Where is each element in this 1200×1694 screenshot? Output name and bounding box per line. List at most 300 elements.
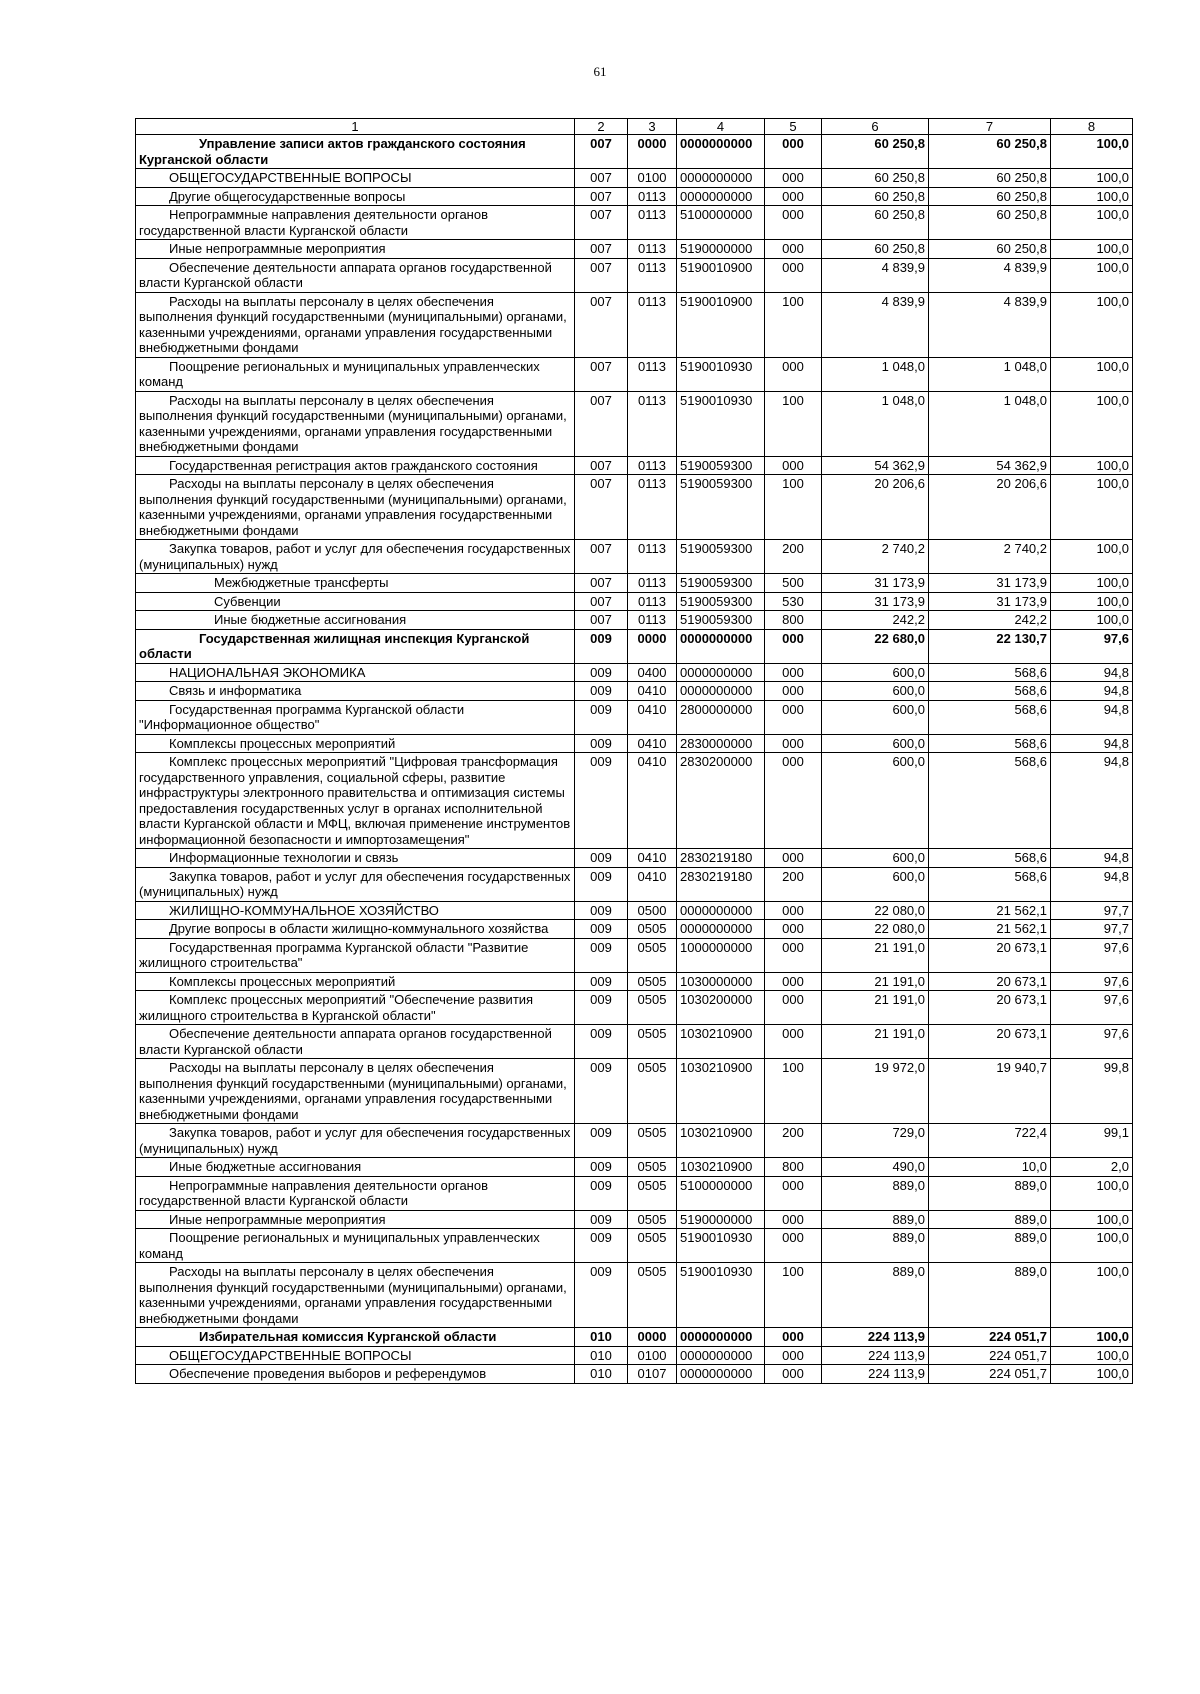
executed-amount: 60 250,8 bbox=[929, 187, 1051, 206]
execution-percent: 99,1 bbox=[1051, 1124, 1133, 1158]
target-article-code: 5190059300 bbox=[677, 574, 765, 593]
section-code: 0410 bbox=[628, 867, 677, 901]
expense-type-code: 100 bbox=[765, 391, 822, 456]
expense-type-code: 000 bbox=[765, 1229, 822, 1263]
table-row bbox=[136, 169, 1133, 188]
executed-amount: 568,6 bbox=[929, 867, 1051, 901]
chapter-code: 007 bbox=[575, 574, 628, 593]
chapter-code: 007 bbox=[575, 592, 628, 611]
executed-amount: 568,6 bbox=[929, 663, 1051, 682]
expense-type-code: 000 bbox=[765, 135, 822, 169]
chapter-code: 007 bbox=[575, 258, 628, 292]
table-row bbox=[136, 187, 1133, 206]
row-name: Закупка товаров, работ и услуг для обеспечения государственных (муниципальных) нужд bbox=[136, 867, 575, 901]
planned-amount: 19 972,0 bbox=[822, 1059, 929, 1124]
executed-amount: 889,0 bbox=[929, 1229, 1051, 1263]
row-name: Иные бюджетные ассигнования bbox=[136, 1158, 575, 1177]
execution-percent: 94,8 bbox=[1051, 682, 1133, 701]
executed-amount: 20 673,1 bbox=[929, 991, 1051, 1025]
target-article-code: 5190010930 bbox=[677, 1229, 765, 1263]
execution-percent: 100,0 bbox=[1051, 135, 1133, 169]
row-name: Обеспечение деятельности аппарата органов государственной власти Курганской области bbox=[136, 1025, 575, 1059]
section-code: 0400 bbox=[628, 663, 677, 682]
execution-percent: 100,0 bbox=[1051, 1328, 1133, 1347]
chapter-code: 009 bbox=[575, 867, 628, 901]
executed-amount: 568,6 bbox=[929, 753, 1051, 849]
row-name: Непрограммные направления деятельности органов государственной власти Курганской области bbox=[136, 206, 575, 240]
row-name: Иные непрограммные мероприятия bbox=[136, 240, 575, 259]
execution-percent: 97,7 bbox=[1051, 920, 1133, 939]
target-article-code: 5190059300 bbox=[677, 592, 765, 611]
expense-type-code: 800 bbox=[765, 611, 822, 630]
table-row bbox=[136, 292, 1133, 357]
target-article-code: 2800000000 bbox=[677, 700, 765, 734]
chapter-code: 010 bbox=[575, 1365, 628, 1384]
section-code: 0505 bbox=[628, 1158, 677, 1177]
chapter-code: 007 bbox=[575, 611, 628, 630]
expense-type-code: 200 bbox=[765, 867, 822, 901]
target-article-code: 1030200000 bbox=[677, 991, 765, 1025]
row-name: Избирательная комиссия Курганской области bbox=[136, 1328, 575, 1347]
executed-amount: 60 250,8 bbox=[929, 169, 1051, 188]
target-article-code: 1030210900 bbox=[677, 1025, 765, 1059]
chapter-code: 009 bbox=[575, 1229, 628, 1263]
header-cell: 7 bbox=[929, 119, 1051, 135]
expense-type-code: 000 bbox=[765, 920, 822, 939]
execution-percent: 100,0 bbox=[1051, 1176, 1133, 1210]
planned-amount: 600,0 bbox=[822, 700, 929, 734]
executed-amount: 224 051,7 bbox=[929, 1365, 1051, 1384]
planned-amount: 21 191,0 bbox=[822, 1025, 929, 1059]
table-row bbox=[136, 357, 1133, 391]
planned-amount: 31 173,9 bbox=[822, 574, 929, 593]
chapter-code: 007 bbox=[575, 475, 628, 540]
expense-type-code: 000 bbox=[765, 1346, 822, 1365]
planned-amount: 31 173,9 bbox=[822, 592, 929, 611]
target-article-code: 5190059300 bbox=[677, 540, 765, 574]
target-article-code: 1030000000 bbox=[677, 972, 765, 991]
target-article-code: 0000000000 bbox=[677, 187, 765, 206]
expense-type-code: 000 bbox=[765, 1365, 822, 1384]
execution-percent: 97,6 bbox=[1051, 972, 1133, 991]
executed-amount: 4 839,9 bbox=[929, 292, 1051, 357]
execution-percent: 100,0 bbox=[1051, 1210, 1133, 1229]
target-article-code: 0000000000 bbox=[677, 135, 765, 169]
chapter-code: 009 bbox=[575, 920, 628, 939]
section-code: 0505 bbox=[628, 991, 677, 1025]
table-row bbox=[136, 592, 1133, 611]
table-row bbox=[136, 1263, 1133, 1328]
planned-amount: 60 250,8 bbox=[822, 206, 929, 240]
executed-amount: 1 048,0 bbox=[929, 391, 1051, 456]
chapter-code: 009 bbox=[575, 682, 628, 701]
execution-percent: 100,0 bbox=[1051, 258, 1133, 292]
row-name: Комплексы процессных мероприятий bbox=[136, 972, 575, 991]
target-article-code: 2830219180 bbox=[677, 849, 765, 868]
table-row bbox=[136, 206, 1133, 240]
executed-amount: 242,2 bbox=[929, 611, 1051, 630]
page-number: 61 bbox=[593, 64, 607, 79]
chapter-code: 009 bbox=[575, 734, 628, 753]
table-row bbox=[136, 938, 1133, 972]
planned-amount: 4 839,9 bbox=[822, 292, 929, 357]
expense-type-code: 000 bbox=[765, 1328, 822, 1347]
execution-percent: 97,6 bbox=[1051, 991, 1133, 1025]
section-code: 0100 bbox=[628, 169, 677, 188]
expense-type-code: 000 bbox=[765, 663, 822, 682]
table-row bbox=[136, 1158, 1133, 1177]
execution-percent: 94,8 bbox=[1051, 700, 1133, 734]
chapter-code: 009 bbox=[575, 753, 628, 849]
section-code: 0113 bbox=[628, 574, 677, 593]
table-row bbox=[136, 456, 1133, 475]
execution-percent: 94,8 bbox=[1051, 663, 1133, 682]
executed-amount: 31 173,9 bbox=[929, 592, 1051, 611]
header-cell: 5 bbox=[765, 119, 822, 135]
row-name: Иные бюджетные ассигнования bbox=[136, 611, 575, 630]
row-name: Закупка товаров, работ и услуг для обеспечения государственных (муниципальных) нужд bbox=[136, 1124, 575, 1158]
execution-percent: 2,0 bbox=[1051, 1158, 1133, 1177]
executed-amount: 19 940,7 bbox=[929, 1059, 1051, 1124]
row-name: Другие вопросы в области жилищно-коммунального хозяйства bbox=[136, 920, 575, 939]
planned-amount: 224 113,9 bbox=[822, 1365, 929, 1384]
table-row bbox=[136, 1346, 1133, 1365]
section-code: 0113 bbox=[628, 187, 677, 206]
row-name: Комплекс процессных мероприятий "Обеспечение развития жилищного строительства в Курганской области" bbox=[136, 991, 575, 1025]
target-article-code: 5190000000 bbox=[677, 1210, 765, 1229]
executed-amount: 722,4 bbox=[929, 1124, 1051, 1158]
planned-amount: 60 250,8 bbox=[822, 169, 929, 188]
executed-amount: 21 562,1 bbox=[929, 920, 1051, 939]
planned-amount: 2 740,2 bbox=[822, 540, 929, 574]
row-name: Управление записи актов гражданского состояния Курганской области bbox=[136, 135, 575, 169]
target-article-code: 5190010930 bbox=[677, 1263, 765, 1328]
executed-amount: 568,6 bbox=[929, 734, 1051, 753]
row-name: Субвенции bbox=[136, 592, 575, 611]
row-name: Обеспечение проведения выборов и референдумов bbox=[136, 1365, 575, 1384]
row-name: Межбюджетные трансферты bbox=[136, 574, 575, 593]
chapter-code: 007 bbox=[575, 206, 628, 240]
chapter-code: 007 bbox=[575, 357, 628, 391]
expense-type-code: 000 bbox=[765, 258, 822, 292]
table-row bbox=[136, 258, 1133, 292]
executed-amount: 20 673,1 bbox=[929, 938, 1051, 972]
table-row bbox=[136, 1210, 1133, 1229]
planned-amount: 224 113,9 bbox=[822, 1328, 929, 1347]
executed-amount: 568,6 bbox=[929, 849, 1051, 868]
table-row bbox=[136, 1124, 1133, 1158]
section-code: 0000 bbox=[628, 1328, 677, 1347]
section-code: 0000 bbox=[628, 629, 677, 663]
table-row bbox=[136, 753, 1133, 849]
execution-percent: 100,0 bbox=[1051, 475, 1133, 540]
table-row bbox=[136, 611, 1133, 630]
table-row bbox=[136, 1328, 1133, 1347]
chapter-code: 009 bbox=[575, 1158, 628, 1177]
execution-percent: 100,0 bbox=[1051, 292, 1133, 357]
target-article-code: 2830000000 bbox=[677, 734, 765, 753]
section-code: 0000 bbox=[628, 135, 677, 169]
table-row bbox=[136, 849, 1133, 868]
chapter-code: 009 bbox=[575, 1263, 628, 1328]
planned-amount: 600,0 bbox=[822, 663, 929, 682]
section-code: 0107 bbox=[628, 1365, 677, 1384]
expense-type-code: 000 bbox=[765, 206, 822, 240]
planned-amount: 889,0 bbox=[822, 1210, 929, 1229]
execution-percent: 100,0 bbox=[1051, 1263, 1133, 1328]
target-article-code: 0000000000 bbox=[677, 1346, 765, 1365]
execution-percent: 100,0 bbox=[1051, 1229, 1133, 1263]
expense-type-code: 000 bbox=[765, 972, 822, 991]
table-row bbox=[136, 1025, 1133, 1059]
table-row bbox=[136, 901, 1133, 920]
row-name: Государственная программа Курганской области "Развитие жилищного строительства" bbox=[136, 938, 575, 972]
target-article-code: 5190059300 bbox=[677, 456, 765, 475]
table-row bbox=[136, 629, 1133, 663]
row-name: Информационные технологии и связь bbox=[136, 849, 575, 868]
section-code: 0113 bbox=[628, 258, 677, 292]
execution-percent: 100,0 bbox=[1051, 456, 1133, 475]
chapter-code: 009 bbox=[575, 938, 628, 972]
executed-amount: 224 051,7 bbox=[929, 1328, 1051, 1347]
chapter-code: 009 bbox=[575, 629, 628, 663]
chapter-code: 007 bbox=[575, 540, 628, 574]
chapter-code: 007 bbox=[575, 135, 628, 169]
executed-amount: 10,0 bbox=[929, 1158, 1051, 1177]
section-code: 0113 bbox=[628, 357, 677, 391]
target-article-code: 1030210900 bbox=[677, 1124, 765, 1158]
execution-percent: 97,6 bbox=[1051, 629, 1133, 663]
row-name: Обеспечение деятельности аппарата органов государственной власти Курганской области bbox=[136, 258, 575, 292]
chapter-code: 009 bbox=[575, 700, 628, 734]
section-code: 0100 bbox=[628, 1346, 677, 1365]
planned-amount: 4 839,9 bbox=[822, 258, 929, 292]
section-code: 0505 bbox=[628, 1025, 677, 1059]
expense-type-code: 800 bbox=[765, 1158, 822, 1177]
target-article-code: 0000000000 bbox=[677, 629, 765, 663]
row-name: Поощрение региональных и муниципальных управленческих команд bbox=[136, 1229, 575, 1263]
execution-percent: 100,0 bbox=[1051, 206, 1133, 240]
chapter-code: 010 bbox=[575, 1346, 628, 1365]
table-row bbox=[136, 682, 1133, 701]
executed-amount: 20 673,1 bbox=[929, 1025, 1051, 1059]
chapter-code: 007 bbox=[575, 456, 628, 475]
chapter-code: 009 bbox=[575, 1059, 628, 1124]
execution-percent: 100,0 bbox=[1051, 169, 1133, 188]
table-row bbox=[136, 240, 1133, 259]
section-code: 0505 bbox=[628, 1124, 677, 1158]
executed-amount: 21 562,1 bbox=[929, 901, 1051, 920]
planned-amount: 729,0 bbox=[822, 1124, 929, 1158]
planned-amount: 20 206,6 bbox=[822, 475, 929, 540]
planned-amount: 22 080,0 bbox=[822, 920, 929, 939]
expense-type-code: 000 bbox=[765, 1176, 822, 1210]
target-article-code: 5190010930 bbox=[677, 391, 765, 456]
expense-type-code: 200 bbox=[765, 540, 822, 574]
table-row bbox=[136, 1229, 1133, 1263]
header-row bbox=[136, 119, 1133, 135]
budget-table bbox=[135, 118, 1133, 1384]
planned-amount: 22 680,0 bbox=[822, 629, 929, 663]
planned-amount: 1 048,0 bbox=[822, 357, 929, 391]
section-code: 0410 bbox=[628, 753, 677, 849]
header-cell: 1 bbox=[136, 119, 575, 135]
chapter-code: 009 bbox=[575, 1176, 628, 1210]
target-article-code: 5100000000 bbox=[677, 206, 765, 240]
execution-percent: 100,0 bbox=[1051, 357, 1133, 391]
target-article-code: 1000000000 bbox=[677, 938, 765, 972]
row-name: Иные непрограммные мероприятия bbox=[136, 1210, 575, 1229]
chapter-code: 009 bbox=[575, 849, 628, 868]
planned-amount: 600,0 bbox=[822, 849, 929, 868]
header-cell: 4 bbox=[677, 119, 765, 135]
planned-amount: 60 250,8 bbox=[822, 240, 929, 259]
row-name: Связь и информатика bbox=[136, 682, 575, 701]
row-name: Расходы на выплаты персоналу в целях обеспечения выполнения функций государственными (муниципальными) органами, казенными учреждениями, органами управления государственными внебюджетными фондами bbox=[136, 1059, 575, 1124]
executed-amount: 60 250,8 bbox=[929, 135, 1051, 169]
expense-type-code: 100 bbox=[765, 1059, 822, 1124]
planned-amount: 242,2 bbox=[822, 611, 929, 630]
expense-type-code: 100 bbox=[765, 1263, 822, 1328]
execution-percent: 94,8 bbox=[1051, 867, 1133, 901]
executed-amount: 568,6 bbox=[929, 700, 1051, 734]
execution-percent: 94,8 bbox=[1051, 734, 1133, 753]
executed-amount: 568,6 bbox=[929, 682, 1051, 701]
target-article-code: 0000000000 bbox=[677, 920, 765, 939]
expense-type-code: 000 bbox=[765, 938, 822, 972]
table-row bbox=[136, 475, 1133, 540]
target-article-code: 0000000000 bbox=[677, 663, 765, 682]
chapter-code: 007 bbox=[575, 187, 628, 206]
planned-amount: 60 250,8 bbox=[822, 187, 929, 206]
table-row bbox=[136, 972, 1133, 991]
target-article-code: 0000000000 bbox=[677, 169, 765, 188]
chapter-code: 009 bbox=[575, 1124, 628, 1158]
target-article-code: 5190059300 bbox=[677, 475, 765, 540]
execution-percent: 99,8 bbox=[1051, 1059, 1133, 1124]
planned-amount: 600,0 bbox=[822, 753, 929, 849]
planned-amount: 224 113,9 bbox=[822, 1346, 929, 1365]
table-row bbox=[136, 574, 1133, 593]
planned-amount: 21 191,0 bbox=[822, 991, 929, 1025]
executed-amount: 2 740,2 bbox=[929, 540, 1051, 574]
table-row bbox=[136, 920, 1133, 939]
table-row bbox=[136, 867, 1133, 901]
executed-amount: 889,0 bbox=[929, 1176, 1051, 1210]
target-article-code: 0000000000 bbox=[677, 1328, 765, 1347]
expense-type-code: 000 bbox=[765, 901, 822, 920]
expense-type-code: 000 bbox=[765, 169, 822, 188]
section-code: 0410 bbox=[628, 682, 677, 701]
chapter-code: 009 bbox=[575, 1210, 628, 1229]
section-code: 0113 bbox=[628, 391, 677, 456]
expense-type-code: 000 bbox=[765, 991, 822, 1025]
executed-amount: 889,0 bbox=[929, 1263, 1051, 1328]
chapter-code: 007 bbox=[575, 169, 628, 188]
executed-amount: 4 839,9 bbox=[929, 258, 1051, 292]
expense-type-code: 000 bbox=[765, 240, 822, 259]
section-code: 0113 bbox=[628, 611, 677, 630]
expense-type-code: 000 bbox=[765, 849, 822, 868]
row-name: ОБЩЕГОСУДАРСТВЕННЫЕ ВОПРОСЫ bbox=[136, 169, 575, 188]
section-code: 0113 bbox=[628, 475, 677, 540]
table-row bbox=[136, 734, 1133, 753]
execution-percent: 100,0 bbox=[1051, 592, 1133, 611]
row-name: Непрограммные направления деятельности органов государственной власти Курганской области bbox=[136, 1176, 575, 1210]
section-code: 0500 bbox=[628, 901, 677, 920]
execution-percent: 100,0 bbox=[1051, 574, 1133, 593]
row-name: НАЦИОНАЛЬНАЯ ЭКОНОМИКА bbox=[136, 663, 575, 682]
section-code: 0505 bbox=[628, 1210, 677, 1229]
chapter-code: 007 bbox=[575, 391, 628, 456]
execution-percent: 94,8 bbox=[1051, 753, 1133, 849]
planned-amount: 600,0 bbox=[822, 867, 929, 901]
execution-percent: 100,0 bbox=[1051, 240, 1133, 259]
execution-percent: 100,0 bbox=[1051, 1365, 1133, 1384]
table-row bbox=[136, 1365, 1133, 1384]
section-code: 0113 bbox=[628, 292, 677, 357]
row-name: Государственная программа Курганской области "Информационное общество" bbox=[136, 700, 575, 734]
table-row bbox=[136, 135, 1133, 169]
target-article-code: 5190010930 bbox=[677, 357, 765, 391]
chapter-code: 009 bbox=[575, 901, 628, 920]
expense-type-code: 500 bbox=[765, 574, 822, 593]
row-name: Государственная регистрация актов гражданского состояния bbox=[136, 456, 575, 475]
row-name: ЖИЛИЩНО-КОММУНАЛЬНОЕ ХОЗЯЙСТВО bbox=[136, 901, 575, 920]
planned-amount: 889,0 bbox=[822, 1263, 929, 1328]
section-code: 0505 bbox=[628, 1176, 677, 1210]
target-article-code: 0000000000 bbox=[677, 682, 765, 701]
row-name: Расходы на выплаты персоналу в целях обеспечения выполнения функций государственными (муниципальными) органами, казенными учреждениями, органами управления государственными внебюджетными фондами bbox=[136, 391, 575, 456]
target-article-code: 5190000000 bbox=[677, 240, 765, 259]
section-code: 0113 bbox=[628, 206, 677, 240]
section-code: 0505 bbox=[628, 920, 677, 939]
chapter-code: 009 bbox=[575, 663, 628, 682]
table-row bbox=[136, 663, 1133, 682]
section-code: 0505 bbox=[628, 1263, 677, 1328]
target-article-code: 2830219180 bbox=[677, 867, 765, 901]
planned-amount: 889,0 bbox=[822, 1176, 929, 1210]
section-code: 0505 bbox=[628, 1229, 677, 1263]
executed-amount: 60 250,8 bbox=[929, 240, 1051, 259]
target-article-code: 0000000000 bbox=[677, 1365, 765, 1384]
expense-type-code: 000 bbox=[765, 456, 822, 475]
table-row bbox=[136, 991, 1133, 1025]
chapter-code: 007 bbox=[575, 292, 628, 357]
planned-amount: 21 191,0 bbox=[822, 972, 929, 991]
row-name: Расходы на выплаты персоналу в целях обеспечения выполнения функций государственными (муниципальными) органами, казенными учреждениями, органами управления государственными внебюджетными фондами bbox=[136, 475, 575, 540]
execution-percent: 97,6 bbox=[1051, 938, 1133, 972]
header-cell: 3 bbox=[628, 119, 677, 135]
target-article-code: 2830200000 bbox=[677, 753, 765, 849]
table-row bbox=[136, 700, 1133, 734]
executed-amount: 20 206,6 bbox=[929, 475, 1051, 540]
row-name: Комплекс процессных мероприятий "Цифровая трансформация государственного управления, социальной сферы, развитие инфраструктуры электронного правительства и оптимизация системы предоставления государственных услуг в органах исполнительной власти Курганской области и МФЦ, включая применение инструментов информационной безопасности и импортозамещения" bbox=[136, 753, 575, 849]
row-name: ОБЩЕГОСУДАРСТВЕННЫЕ ВОПРОСЫ bbox=[136, 1346, 575, 1365]
planned-amount: 600,0 bbox=[822, 734, 929, 753]
section-code: 0113 bbox=[628, 240, 677, 259]
target-article-code: 5190010900 bbox=[677, 258, 765, 292]
execution-percent: 100,0 bbox=[1051, 1346, 1133, 1365]
chapter-code: 009 bbox=[575, 991, 628, 1025]
planned-amount: 60 250,8 bbox=[822, 135, 929, 169]
section-code: 0505 bbox=[628, 1059, 677, 1124]
expense-type-code: 000 bbox=[765, 357, 822, 391]
section-code: 0113 bbox=[628, 456, 677, 475]
executed-amount: 20 673,1 bbox=[929, 972, 1051, 991]
execution-percent: 97,7 bbox=[1051, 901, 1133, 920]
header-cell: 6 bbox=[822, 119, 929, 135]
